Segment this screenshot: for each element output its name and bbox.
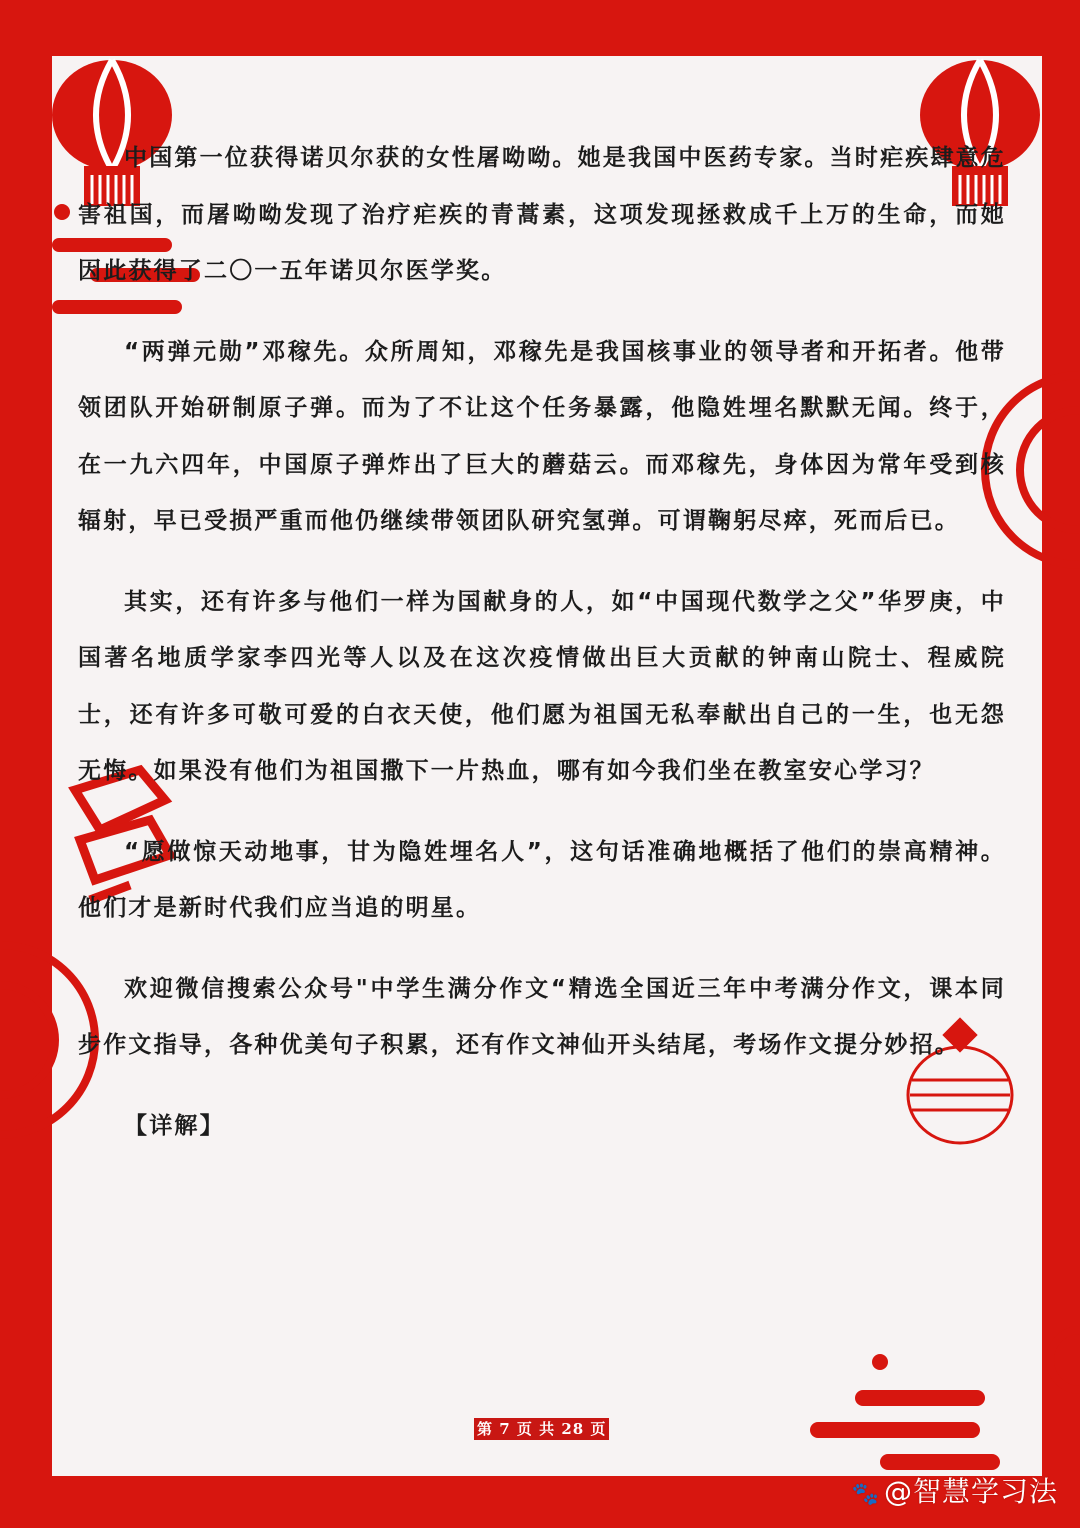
detail-heading: 【详解】 (124, 1112, 225, 1139)
circle-pattern-bottom-right-icon (1050, 1330, 1080, 1390)
paragraph-3: 其实，还有许多与他们一样为国献身的人，如“中国现代数学之父”华罗庚，中国著名地质学家李四光等人以及在这次疫情做出巨大贡献的钟南山院士、程威院士，还有许多可敬可爱的白衣天使，他们愿为祖国无私奉献出自己的一生，也无怨无悔。如果没有他们为祖国撒下一片热血，哪有如今我们坐在教室安心学习？ (78, 588, 1006, 784)
page-indicator: 第 7 页 共 28 页 (474, 1418, 609, 1440)
watermark-text: @智慧学习法 (883, 1475, 1058, 1508)
paragraph-2: “两弹元勋”邓稼先。众所周知，邓稼先是我国核事业的领导者和开拓者。他带领团队开始研制原子弹。而为了不让这个任务暴露，他隐姓埋名默默无闻。终于，在一九六四年，中国原子弹炸出了巨大的蘑菇云。而邓稼先，身体因为常年受到核辐射，早已受损严重而他仍继续带领团队研究氢弹。可谓鞠躬尽瘁，死而后已。 (78, 338, 1006, 534)
paragraph-4: “愿做惊天动地事，甘为隐姓埋名人”，这句话准确地概括了他们的崇高精神。他们才是新时代我们应当追的明星。 (78, 838, 1006, 921)
cloud-bottom-right-icon (810, 1354, 1000, 1470)
paw-icon: 🐾 (851, 1482, 880, 1507)
paragraph-5: 欢迎微信搜索公众号"中学生满分作文“精选全国近三年中考满分作文，课本同步作文指导，各种优美句子积累，还有作文神仙开头结尾，考场作文提分妙招。 (78, 975, 1006, 1058)
paragraph-1: 中国第一位获得诺贝尔获的女性屠呦呦。她是我国中医药专家。当时疟疾肆意危害祖国，而屠呦呦发现了治疗疟疾的青蒿素，这项发现拯救成千上万的生命，而她因此获得了二〇一五年诺贝尔医学奖。 (78, 145, 1006, 284)
essay-text (78, 130, 1006, 1154)
watermark (852, 1470, 1058, 1510)
